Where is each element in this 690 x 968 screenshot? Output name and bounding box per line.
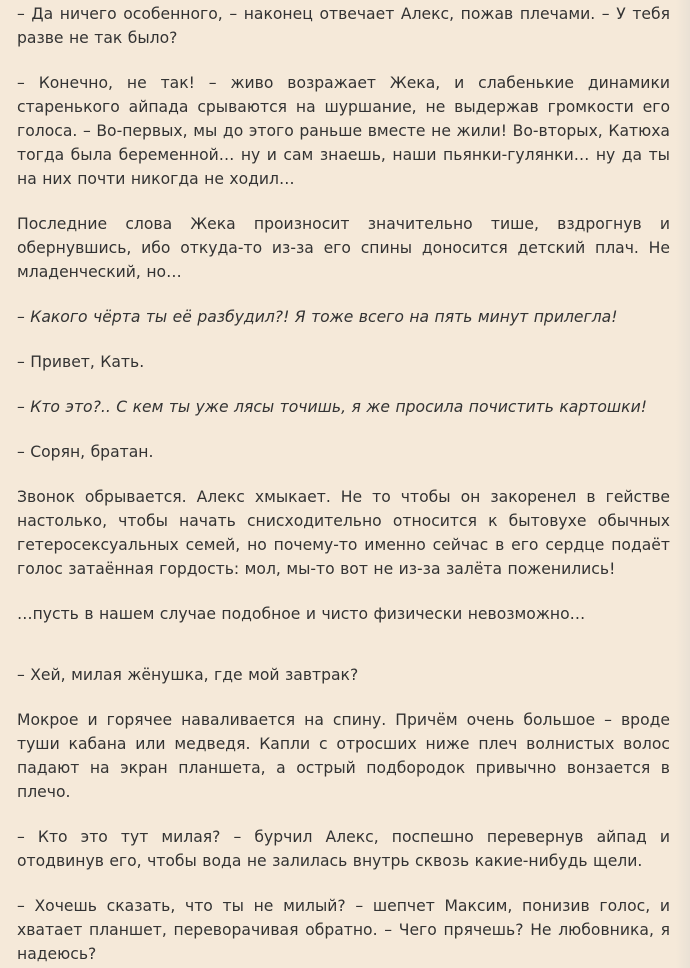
- paragraph-13: – Хочешь сказать, что ты не милый? – шепчет Максим, понизив голос, и хватает планшет, переворачивая обратно. – Чего прячешь? Не любовника, я надеюсь?: [17, 897, 670, 963]
- page-edge-shadow: [676, 0, 690, 968]
- paragraph-2: – Конечно, не так! – живо возражает Жека, и слабенькие динамики старенького айпада срываются на шуршание, не выдержав громкости его голоса. – Во-первых, мы до этого раньше вместе не жили! Во-вторых, Катюха тогда была беременной… ну и сам знаешь, наши пьянки-гулянки… ну да ты на них почти никогда не ходил…: [17, 74, 670, 188]
- paragraph-4: – Какого чёрта ты её разбудил?! Я тоже всего на пять минут прилегла!: [17, 308, 618, 326]
- paragraph-9: …пусть в нашем случае подобное и чисто физически невозможно…: [17, 605, 586, 623]
- paragraph-12: – Кто это тут милая? – бурчил Алекс, поспешно перевернув айпад и отодвинув его, чтобы вода не залилась внутрь сквозь какие-нибудь щели.: [17, 828, 670, 870]
- paragraph-7: – Сорян, братан.: [17, 443, 154, 461]
- paragraph-6: – Кто это?.. С кем ты уже лясы точишь, я же просила почистить картошки!: [17, 398, 647, 416]
- paragraph-5: – Привет, Кать.: [17, 353, 145, 371]
- paragraph-3: Последние слова Жека произносит значительно тише, вздрогнув и обернувшись, ибо откуда-то из-за его спины доносится детский плач. Не младенческий, но…: [17, 215, 670, 281]
- paragraph-8: Звонок обрывается. Алекс хмыкает. Не то чтобы он закоренел в гействе настолько, чтобы начать снисходительно относится к бытовухе обычных гетеросексуальных семей, но почему-то именно сейчас в его сердце подаёт голос затаённая гордость: мол, мы-то вот не из-за залёта поженились!: [17, 488, 670, 578]
- paragraph-10: – Хей, милая жёнушка, где мой завтрак?: [17, 666, 359, 684]
- paragraph-1: – Да ничего особенного, – наконец отвечает Алекс, пожав плечами. – У тебя разве не так было?: [17, 5, 670, 47]
- paragraph-11: Мокрое и горячее наваливается на спину. Причём очень большое – вроде туши кабана или медведя. Капли с отросших ниже плеч волнистых волос падают на экран планшета, а острый подбородок привычно вонзается в плечо.: [17, 711, 670, 801]
